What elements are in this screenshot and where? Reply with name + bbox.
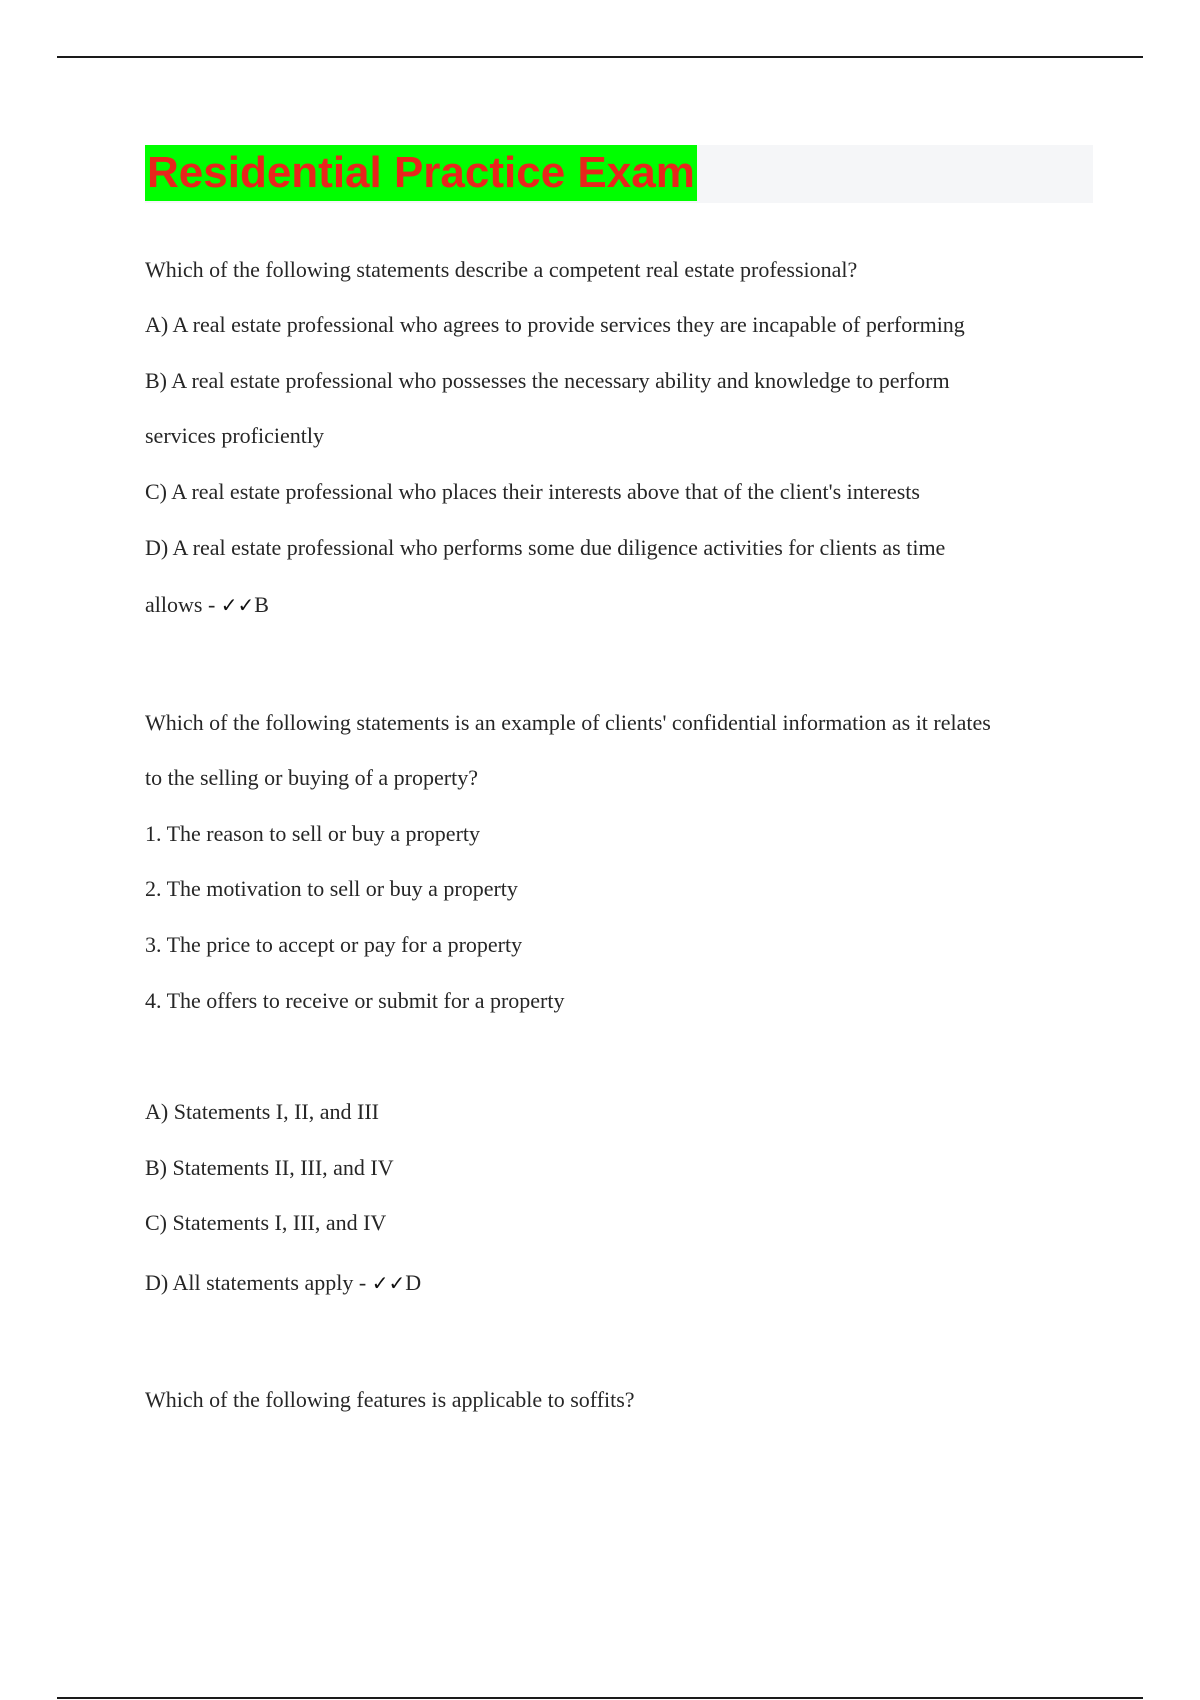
- question-1-option-d-cont: [145, 591, 269, 619]
- question-1-option-a: A) A real estate professional who agrees to provide services they are incapable of performing: [145, 312, 965, 337]
- question-2-option-a: A) Statements I, II, and III: [145, 1099, 379, 1124]
- question-2-option-b: B) Statements II, III, and IV: [145, 1155, 394, 1180]
- question-2-answer: D: [405, 1270, 422, 1295]
- bottom-rule: [57, 1697, 1143, 1699]
- question-2-option-c: C) Statements I, III, and IV: [145, 1210, 387, 1235]
- question-1-option-b-cont: services proficiently: [145, 423, 324, 448]
- question-2-option-d-text: D) All statements apply -: [145, 1270, 372, 1295]
- top-rule: [57, 56, 1143, 58]
- document-title: Residential Practice Exam: [145, 145, 697, 201]
- question-2-option-d: [145, 1269, 421, 1297]
- question-2-statement-2: 2. The motivation to sell or buy a property: [145, 876, 518, 901]
- check-icon: ✓✓: [371, 1271, 406, 1295]
- check-icon: ✓✓: [220, 593, 255, 617]
- question-1-option-b: B) A real estate professional who possesses the necessary ability and knowledge to perform: [145, 368, 950, 393]
- question-2-statement-1: 1. The reason to sell or buy a property: [145, 821, 481, 846]
- question-1-option-d-text: allows -: [145, 592, 221, 617]
- question-1-prompt: Which of the following statements describe a competent real estate professional?: [145, 257, 858, 282]
- question-2-statement-4: 4. The offers to receive or submit for a property: [145, 988, 565, 1013]
- question-2-statement-3: 3. The price to accept or pay for a property: [145, 932, 523, 957]
- question-1-option-c: C) A real estate professional who places their interests above that of the client's interests: [145, 479, 920, 504]
- question-1-answer: B: [254, 592, 269, 617]
- question-1-option-d: D) A real estate professional who performs some due diligence activities for clients as time: [145, 535, 946, 560]
- question-3-prompt: Which of the following features is applicable to soffits?: [145, 1387, 635, 1412]
- question-2-prompt-cont: to the selling or buying of a property?: [145, 765, 478, 790]
- question-2-prompt: Which of the following statements is an example of clients' confidential information as it relates: [145, 710, 991, 735]
